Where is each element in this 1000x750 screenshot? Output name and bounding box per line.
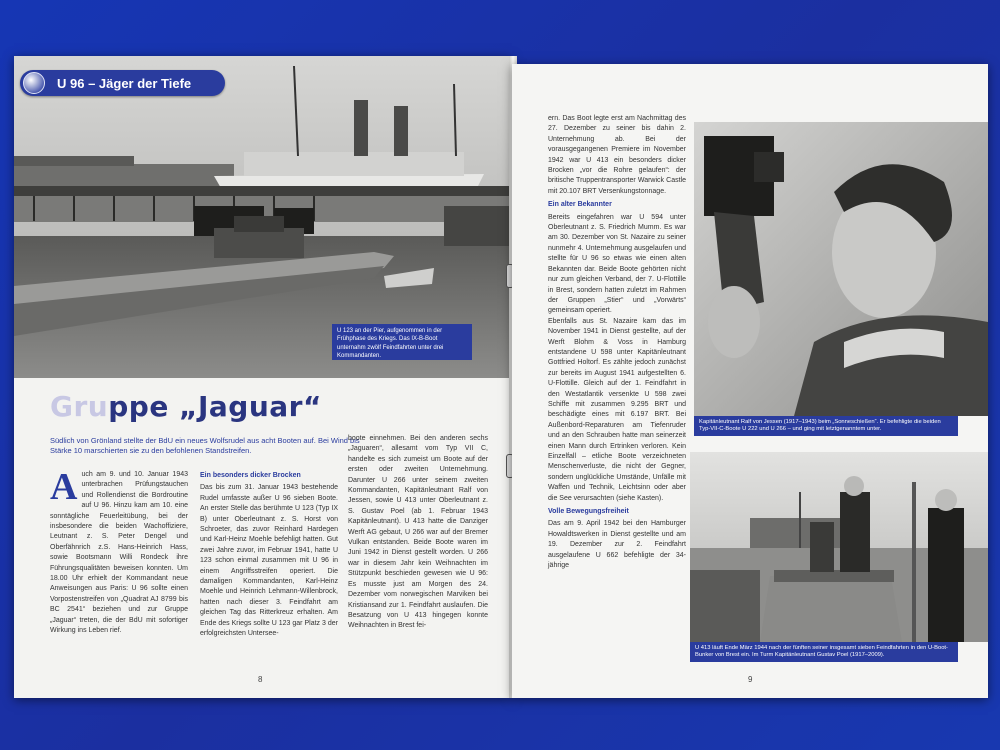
photo-caption-text: U 123 an der Pier, aufgenommen in der Frühphase des Kriegs. Das IX-B-Boot unternahm zwölf Feindfahrten unter drei Kommandanten. xyxy=(337,328,444,359)
left-page xyxy=(14,56,512,698)
right-text-part-c: Ebenfalls aus St. Nazaire kam das im November 1941 in Dienst gestellte, auf der Werft Blohm & Voss in Hamburg entstandene U 598 unter Kapitänleutnant Gottfried Holtorf. Es zählte jedoch zunächst zur bereits im August 1941 aufgestellten 6. U-Flottille. Gleich auf der 1. Feindfahrt in den Westatlantik versenkte U 598 zwei Schiffe mit zusammen 9.295 BRT und beschädigte eines mit 6.197 BRT. Bei Außenbord-Reparaturen am Tiefenruder und an den Schrauben hatte man seinerzeit einen Mann durch Ertrinken verloren. Kein Einzelfall – etliche Boote verzeichneten Menschenverluste, die nicht der Gegner, sondern unglückliche Umstände, Unfälle mit Waffen und Technik, Leichtsinn oder aber die See verursachten (siehe Kasten). xyxy=(548,317,686,502)
right-text-column xyxy=(548,114,686,571)
sextant-portrait-photo xyxy=(694,122,988,416)
headline-rest: ppe „Jaguar“ xyxy=(108,390,322,423)
column-1-text: uch am 9. und 10. Januar 1943 unterbrachen Prüfungstauchen und Rollendienst die Bordroutine auf U 96. Hinzu kam am 10. eine sonntägliche Feuerleitübung, bei der insbesondere die beiden Wachoffiziere, Leutnant z. S. Peter Dengel und Oberfähnrich z.S. Hans-Heinrich Hass, sowie Bootsmann Willi Rondeck ihre Führungsqualitäten beweisen konnten. Um 18.00 Uhr erhielt der Kommandant neue Anweisungen aus Paris: U 96 sollte einen Vorpostenstreifen von „Quadrat AJ 8799 bis BC 2541“ beziehen und zur Gruppe „Jaguar“ treten, die der BdU mit sofortiger Wirkung ins Leben rief. xyxy=(50,471,188,635)
page-number-right: 9 xyxy=(748,675,753,684)
conning-tower-photo xyxy=(690,452,988,642)
article-headline xyxy=(50,390,322,423)
column-3-text: boote einnehmen. Bei den anderen sechs „Jaguaren“, allesamt vom Typ VII C, handelte es sich zumeist um Boote auf der ersten oder zweiten Unternehmung. Darunter U 266 unter seinem zweiten Kommandanten, Kapitänleutnant Ralf von Jessen, sowie U 413 unter Oberleutnant z. S. Gustav Poel (ab 1. Februar 1943 Kapitänleutnant). U 413 hatte die Danziger Werft AG gebaut, U 266 war auf der Bremer Vulkan entstanden. Beide Boote waren im Juni 1942 in Dienst gestellt worden. U 266 war in diesem Jahr kein Weihnachten im Stützpunkt beschieden gewesen wie U 96: Es musste just am Morgen des 24. Dezember vom norwegischen Marviken bei Kristiansand zur 1. Feindfahrt auslaufen. Die Besatzung von U 413 hingegen konnte Weihnachten in Brest fei- xyxy=(348,435,488,630)
series-title: U 96 – Jäger der Tiefe xyxy=(57,75,192,91)
subheading-dicker-brocken: Ein besonders dicker Brocken xyxy=(200,472,301,479)
right-text-part-d: Das am 9. April 1942 bei den Hamburger Howaldtswerken in Dienst gestellte und am 19. Dezember zur 2. Feindfahrt ausgelaufene U 662 befehligte der 34-jährige xyxy=(548,520,686,570)
portrait-caption xyxy=(694,416,958,436)
right-text-part-a: ern. Das Boot legte erst am Nachmittag des 27. Dezember zu seiner bis dahin 2. Unternehmung ab. Bei der vorausgegangenen Premiere im November 1942 war U 413 ein besonders dicker Brocken „vor die Rohre gelaufen“: der britische Truppentransporter Warwick Castle mit 20.107 BRT Versenkungstonnage. xyxy=(548,115,686,195)
text-column-2 xyxy=(200,468,338,640)
text-column-1 xyxy=(50,466,188,637)
column-2-text: Das bis zum 31. Januar 1943 bestehende Rudel umfasste außer U 96 sieben Boote. An erster Stelle das berühmte U 123 (Typ IX B) unter Oberleutnant z. S. Horst von Schroeter, das zuvor Reinhard Hardegen und Karl-Heinz Moehle befehligt hatten. Gut zwei Jahre zuvor, im Februar 1941, hatte U 123 schon einmal zusammen mit U 96 in einem Angriffsstreifen operiert. Die damaligen Kommandanten, Karl-Heinz Moehle und Heinrich Lehmann-Willenbrock, hatten nach dieser 3. Feindfahrt am gleichen Tag das Ritterkreuz erhalten. Am Ende des Kriegs sollte U 123 gar Platz 3 der erfolgreichsten Untersee- xyxy=(200,484,338,638)
tower-caption xyxy=(690,642,958,662)
text-column-3 xyxy=(348,434,488,632)
page-number-left: 8 xyxy=(258,675,263,684)
drop-cap: A xyxy=(50,466,78,508)
subheading-bewegungsfreiheit: Volle Bewegungsfreiheit xyxy=(548,508,629,516)
subheading-alter-bekannter: Ein alter Bekannter xyxy=(548,201,612,209)
tower-caption-text: U 413 läuft Ende März 1944 nach der fünften seiner insgesamt sieben Feindfahrten in den U-Boot-Bunker von Brest ein. Im Turm Kapitänleutnant Gustav Poel (1917–2009). xyxy=(695,645,948,659)
globe-icon xyxy=(23,72,45,94)
portrait-caption-text: Kapitänleutnant Ralf von Jessen (1917–1943) beim „Sonneschießen“. Er befehligte die beiden Typ-VII-C-Boote U 222 und U 266 – und ging mit letztgenanntem unter. xyxy=(699,419,941,433)
right-text-part-b: Bereits eingefahren war U 594 unter Oberleutnant z. S. Friedrich Mumm. Es war am 30. Dezember von St. Nazaire zu seiner nunmehr 4. Unternehmung ausgelaufen und stellte für U 96 so etwas wie einen alten Bekannten dar. Beide Boote gehörten nicht nur zum gleichen Verband, der 7. U-Flottille in Brest, sondern hatten zuletzt im Rahmen der Gruppen „Stier“ und „Vorwärts“ gemeinsam operiert. xyxy=(548,213,686,315)
headline-initial: Gru xyxy=(50,390,109,423)
series-header xyxy=(20,70,225,96)
photo-caption xyxy=(332,324,472,360)
right-page xyxy=(512,64,988,698)
article-intro: Südlich von Grönland stellte der BdU ein neues Wolfsrudel aus acht Booten auf. Bei Wind bis Stärke 10 marschierten sie zu den befohlenen Standstreifen. xyxy=(50,436,360,455)
